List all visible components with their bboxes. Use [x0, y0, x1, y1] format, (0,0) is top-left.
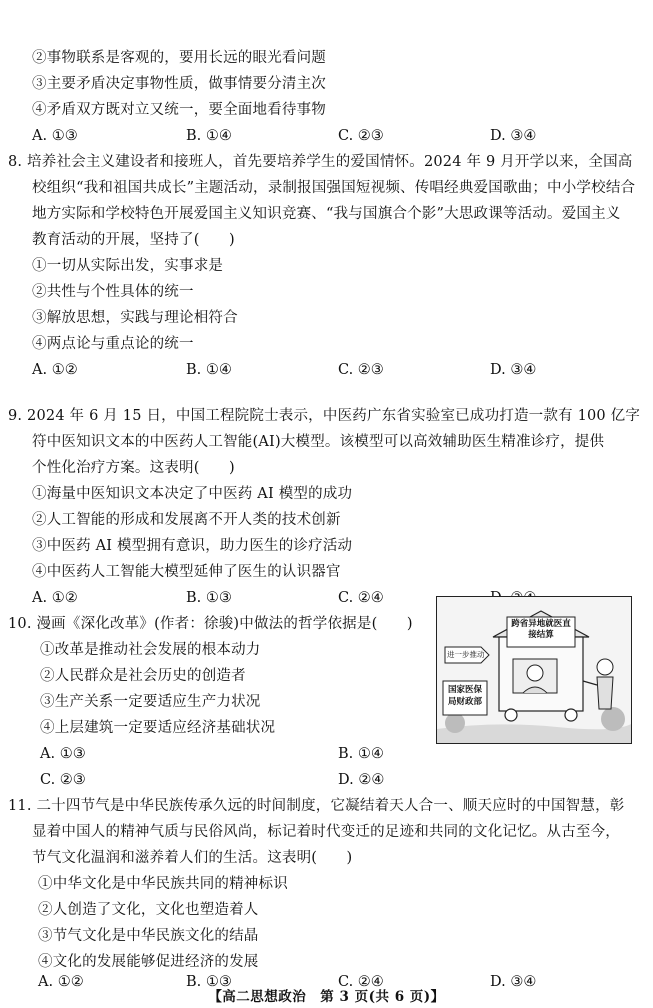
- q11-item-2: ②人创造了文化，文化也塑造着人: [38, 902, 259, 918]
- q8-item-3: ③解放思想，实践与理论相符合: [32, 310, 238, 326]
- q10-option-d: D. ②④: [338, 772, 385, 788]
- q11-stem-line-3: 节气文化温润和滋养着人们的生活。这表明( ): [32, 850, 353, 866]
- cartoon-illustration: [436, 596, 632, 744]
- q7-option-a: A. ①③: [32, 128, 78, 144]
- q8-item-1: ①一切从实际出发，实事求是: [32, 258, 224, 274]
- q8-option-b: B. ①④: [186, 362, 232, 378]
- q8-option-a: A. ①②: [32, 362, 78, 378]
- q11-option-b: B. ①③: [186, 974, 232, 990]
- q9-item-3: ③中医药 AI 模型拥有意识，助力医生的诊疗活动: [32, 538, 353, 554]
- q11-stem-line-1: 11. 二十四节气是中华民族传承久远的时间制度，它凝结着天人合一、顺天应时的中国智慧，彰: [8, 798, 625, 814]
- q7-option-d: D. ③④: [490, 128, 537, 144]
- cartoon-dept-text: 国家医保局财政部: [447, 685, 482, 707]
- q7-option-c: C. ②③: [338, 128, 384, 144]
- q7-item-4: ④矛盾双方既对立又统一，要全面地看待事物: [32, 102, 326, 118]
- q9-option-b: B. ①③: [186, 590, 232, 606]
- cartoon-arrow-text: 进一步推动: [447, 650, 485, 659]
- q8-stem-line-3: 地方实际和学校特色开展爱国主义知识竞赛、“我与国旗合个影”大思政课等活动。爱国主义: [32, 206, 621, 222]
- q11-item-3: ③节气文化是中华民族文化的结晶: [38, 928, 259, 944]
- q11-item-4: ④文化的发展能够促进经济的发展: [38, 954, 259, 970]
- q8-stem-line-2: 校组织“我和祖国共成长”主题活动，录制报国强国短视频、传唱经典爱国歌曲；中小学校结合: [32, 180, 636, 196]
- q11-item-1: ①中华文化是中华民族共同的精神标识: [38, 876, 288, 892]
- q7-item-2: ②事物联系是客观的，要用长远的眼光看问题: [32, 50, 326, 66]
- q9-stem-line-2: 符中医知识文本的中医药人工智能(AI)大模型。该模型可以高效辅助医生精准诊疗，提供: [32, 434, 605, 450]
- q9-item-2: ②人工智能的形成和发展离不开人类的技术创新: [32, 512, 341, 528]
- q10-stem: 10. 漫画《深化改革》(作者：徐骏)中做法的哲学依据是( ): [8, 616, 413, 632]
- q7-item-3: ③主要矛盾决定事物性质，做事情要分清主次: [32, 76, 326, 92]
- q10-item-2: ②人民群众是社会历史的创造者: [40, 668, 246, 684]
- q10-option-b: B. ①④: [338, 746, 384, 762]
- q9-option-c: C. ②④: [338, 590, 384, 606]
- q8-item-4: ④两点论与重点论的统一: [32, 336, 194, 352]
- q11-option-d: D. ③④: [490, 974, 537, 990]
- cartoon-sign-text: 跨省异地就医直接结算: [511, 619, 571, 640]
- q9-stem-line-1: 9. 2024 年 6 月 15 日，中国工程院院士表示，中医药广东省实验室已成功打造一款有 100 亿字: [8, 408, 641, 424]
- q8-stem-line-1: 8. 培养社会主义建设者和接班人，首先要培养学生的爱国情怀。2024 年 9 月开学以来，全国高: [8, 154, 633, 170]
- q8-stem-line-4: 教育活动的开展，坚持了( ): [32, 232, 235, 248]
- q9-stem-line-3: 个性化治疗方案。这表明( ): [32, 460, 235, 476]
- q8-option-c: C. ②③: [338, 362, 384, 378]
- page-footer: 【高二思想政治 第 3 页(共 6 页)】: [208, 989, 445, 1005]
- q9-item-1: ①海量中医知识文本决定了中医药 AI 模型的成功: [32, 486, 353, 502]
- q10-option-c: C. ②③: [40, 772, 86, 788]
- q9-option-a: A. ①②: [32, 590, 78, 606]
- q10-item-3: ③生产关系一定要适应生产力状况: [40, 694, 261, 710]
- q8-item-2: ②共性与个性具体的统一: [32, 284, 194, 300]
- q11-option-c: C. ②④: [338, 974, 384, 990]
- q11-stem-line-2: 显着中国人的精神气质与民俗风尚，标记着时代变迁的足迹和共同的文化记忆。从古至今，: [32, 824, 620, 840]
- q10-item-4: ④上层建筑一定要适应经济基础状况: [40, 720, 276, 736]
- q11-option-a: A. ①②: [38, 974, 84, 990]
- q8-option-d: D. ③④: [490, 362, 537, 378]
- q7-option-b: B. ①④: [186, 128, 232, 144]
- q10-item-1: ①改革是推动社会发展的根本动力: [40, 642, 261, 658]
- q10-option-a: A. ①③: [40, 746, 86, 762]
- q9-item-4: ④中医药人工智能大模型延伸了医生的认识器官: [32, 564, 341, 580]
